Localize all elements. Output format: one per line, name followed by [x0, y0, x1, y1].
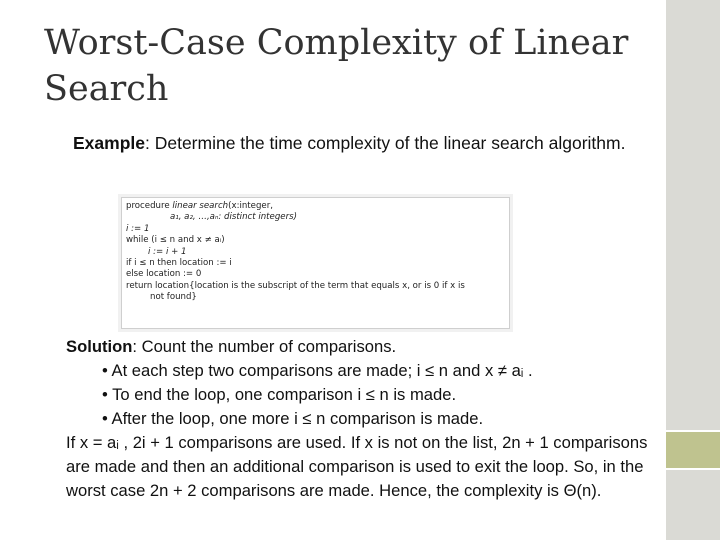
solution-bullet: • At each step two comparisons are made; i ≤ n and x ≠ aᵢ .	[102, 361, 533, 380]
code-line-5: i := i + 1	[148, 246, 187, 257]
solution-paragraph: If x = aᵢ , 2i + 1 comparisons are used. If x is not on the list, 2n + 1 comparisons are made and then an additional comparison is used to exit the loop. So, in the worst case 2n + 2 comparisons are made. Hence, the complexity is Θ(n).	[66, 433, 648, 500]
code-line-4: while (i ≤ n and x ≠ aᵢ)	[126, 235, 225, 246]
code-line-9: not found}	[150, 292, 197, 303]
code-line-2: a₁, a₂, …,aₙ: distinct integers)	[170, 212, 297, 223]
side-decoration-strip	[666, 0, 720, 540]
code-line-6: if i ≤ n then location := i	[126, 258, 232, 269]
solution-bullet: • To end the loop, one comparison i ≤ n is made.	[102, 385, 457, 404]
code-line-8: return location{location is the subscript of the term that equals x, or is 0 if x is	[126, 280, 465, 291]
solution-label: Solution	[66, 337, 133, 356]
code-keyword: procedure	[126, 201, 173, 211]
solution-block	[66, 335, 668, 503]
example-text: : Determine the time complexity of the linear search algorithm.	[144, 133, 626, 153]
strip-segment-bottom	[666, 470, 720, 540]
code-line-3: i := 1	[126, 223, 150, 234]
slide-title: Worst-Case Complexity of Linear Search	[44, 23, 629, 109]
solution-intro-text: : Count the number of comparisons.	[132, 337, 397, 356]
solution-intro	[66, 335, 668, 359]
code-procedure-name: linear search	[172, 201, 229, 211]
example-label: Example	[73, 133, 145, 153]
pseudocode-box	[121, 197, 510, 329]
example-statement	[73, 129, 653, 157]
strip-segment-accent	[666, 432, 720, 468]
code-params: (x:integer,	[228, 201, 273, 211]
solution-bullet: • After the loop, one more i ≤ n comparison is made.	[102, 409, 484, 428]
code-line-7: else location := 0	[126, 269, 202, 280]
strip-segment-top	[666, 0, 720, 430]
code-line-1	[126, 201, 505, 212]
